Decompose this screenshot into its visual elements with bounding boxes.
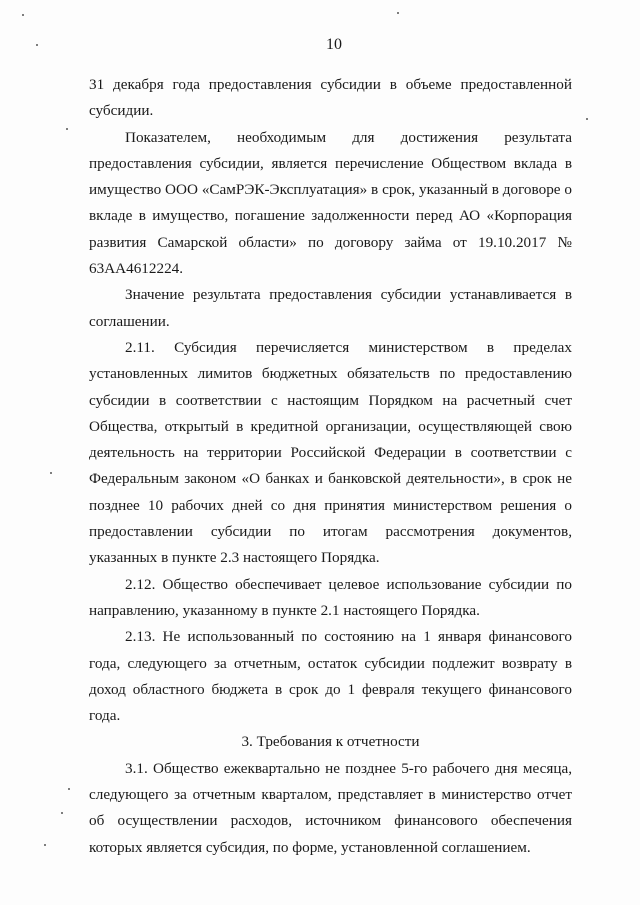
paragraph-result-indicator: Показателем, необходимым для достижения результата предоставления субсидии, является перечисление Обществом вклада в имущество ООО «СамРЭК-Эксплуатация» в срок, указанный в договоре о вкладе в имущество, погашение задолженности перед АО «Корпорация развития Самарской области» по договору займа от 19.10.2017 № 63АА4612224. (89, 128, 572, 278)
paragraph-3-1: 3.1. Общество ежеквартально не позднее 5-го рабочего дня месяца, следующего за отчетным кварталом, представляет в министерство отчет об осуществлении расходов, источником финансового обеспечения которых является субсидия, по форме, установленной соглашением. (89, 759, 572, 856)
scan-speck (44, 844, 46, 846)
scan-speck (68, 788, 70, 790)
section-title: 3. Требования к отчетности (241, 733, 420, 751)
scan-speck (61, 812, 63, 814)
paragraph-2-12: 2.12. Общество обеспечивает целевое использование субсидии по направлению, указанному в пункте 2.1 настоящего Порядка. (89, 575, 572, 619)
document-body (89, 72, 572, 861)
paragraph-2-13: 2.13. Не использованный по состоянию на 1 января финансового года, следующего за отчетным, остаток субсидии подлежит возврату в доход областного бюджета в срок до 1 февраля текущего финансового года. (89, 628, 572, 725)
scan-speck (66, 128, 68, 130)
scan-speck (397, 12, 399, 14)
paragraph-2-11: 2.11. Субсидия перечисляется министерством в пределах установленных лимитов бюджетных обязательств по предоставлению субсидии в соответствии с настоящим Порядком на расчетный счет Общества, открытый в кредитной организации, осуществляющей свою деятельность на территории Российской Федерации в соответствии с Федеральным законом «О банках и банковской деятельности», в срок не позднее 10 рабочих дней со дня принятия министерством решения о предоставлении субсидии по итогам рассмотрения документов, указанных в пункте 2.3 настоящего Порядка. (89, 338, 572, 567)
paragraph-result-value: Значение результата предоставления субсидии устанавливается в соглашении. (89, 286, 572, 330)
scan-speck (586, 118, 588, 120)
scan-speck (22, 14, 24, 16)
page-number: 10 (326, 36, 342, 53)
scan-speck (50, 472, 52, 474)
paragraph-continuation: 31 декабря года предоставления субсидии в объеме предоставленной субсидии. (89, 76, 572, 120)
scan-speck (36, 44, 38, 46)
